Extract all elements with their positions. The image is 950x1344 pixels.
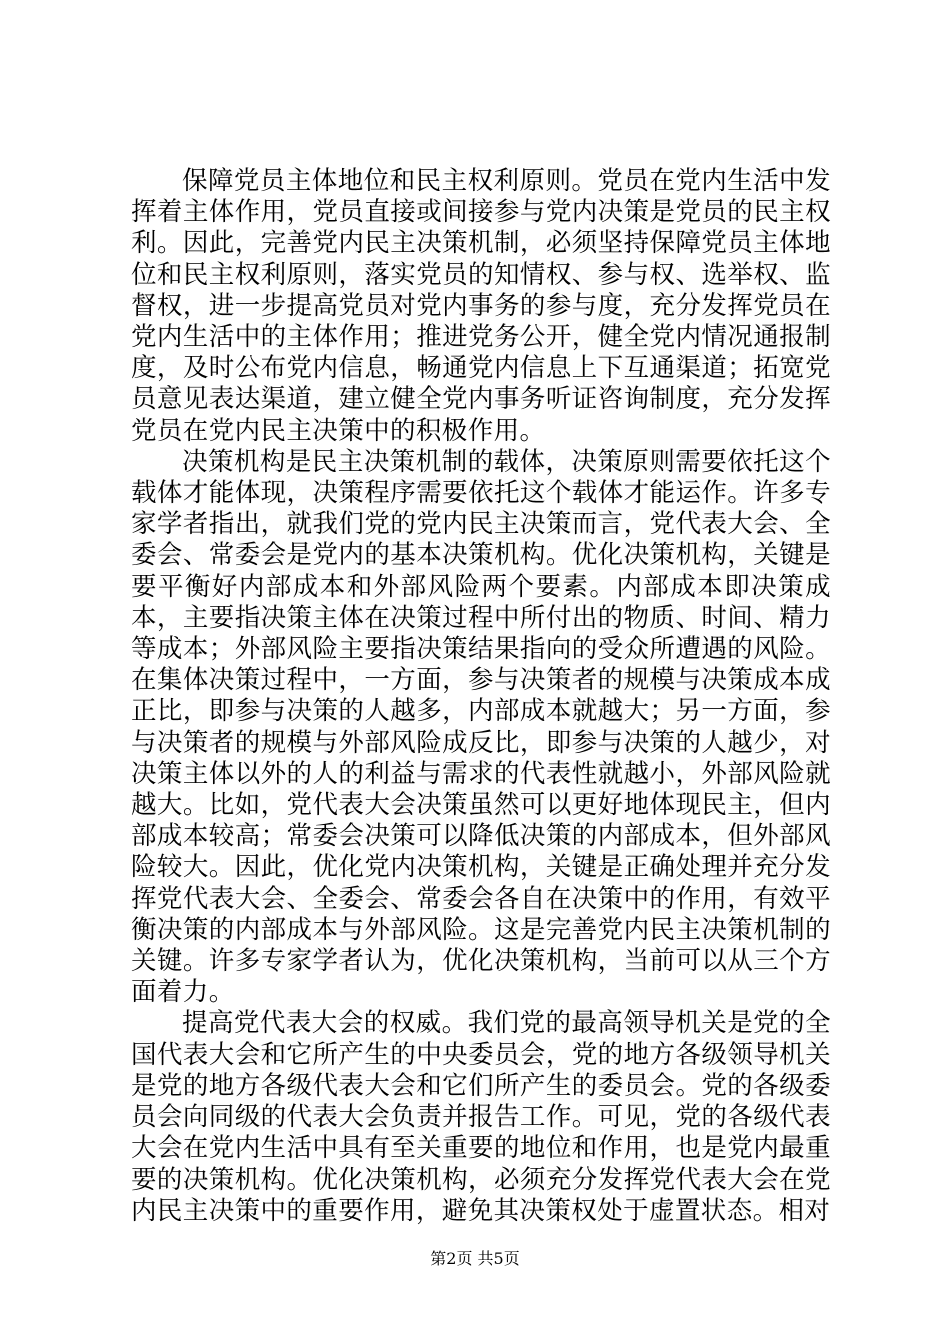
paragraph-1: 保障党员主体地位和民主权利原则。党员在党内生活中发挥着主体作用，党员直接或间接参与党内决策是党员的民主权利。因此，完善党内民主决策机制，必须坚持保障党员主体地位和民主权利原则，落实党员的知情权、参与权、选举权、监督权，进一步提高党员对党内事务的参与度，充分发挥党员在党内生活中的主体作用；推进党务公开，健全党内情况通报制度，及时公布党内信息，畅通党内信息上下互通渠道；拓宽党员意见表达渠道，建立健全党内事务听证咨询制度，充分发挥党员在党内民主决策中的积极作用。 xyxy=(131,166,831,446)
page-number: 第2页 共5页 xyxy=(430,1249,520,1268)
document-body xyxy=(131,166,831,1227)
paragraph-2: 决策机构是民主决策机制的载体，决策原则需要依托这个载体才能体现，决策程序需要依托这个载体才能运作。许多专家学者指出，就我们党的党内民主决策而言，党代表大会、全委会、常委会是党内的基本决策机构。优化决策机构，关键是要平衡好内部成本和外部风险两个要素。内部成本即决策成本，主要指决策主体在决策过程中所付出的物质、时间、精力等成本；外部风险主要指决策结果指向的受众所遭遇的风险。在集体决策过程中，一方面，参与决策者的规模与决策成本成正比，即参与决策的人越多，内部成本就越大；另一方面，参与决策者的规模与外部风险成反比，即参与决策的人越少，对决策主体以外的人的利益与需求的代表性就越小，外部风险就越大。比如，党代表大会决策虽然可以更好地体现民主，但内部成本较高；常委会决策可以降低决策的内部成本，但外部风险较大。因此，优化党内决策机构，关键是正确处理并充分发挥党代表大会、全委会、常委会各自在决策中的作用，有效平衡决策的内部成本与外部风险。这是完善党内民主决策机制的关键。许多专家学者认为，优化决策机构，当前可以从三个方面着力。 xyxy=(131,446,831,1008)
paragraph-3: 提高党代表大会的权威。我们党的最高领导机关是党的全国代表大会和它所产生的中央委员会，党的地方各级领导机关是党的地方各级代表大会和它们所产生的委员会。党的各级委员会向同级的代表大会负责并报告工作。可见，党的各级代表大会在党内生活中具有至关重要的地位和作用，也是党内最重要的决策机构。优化决策机构，必须充分发挥党代表大会在党内民主决策中的重要作用，避免其决策权处于虚置状态。相对 xyxy=(131,1008,831,1226)
page-footer xyxy=(0,1249,950,1269)
